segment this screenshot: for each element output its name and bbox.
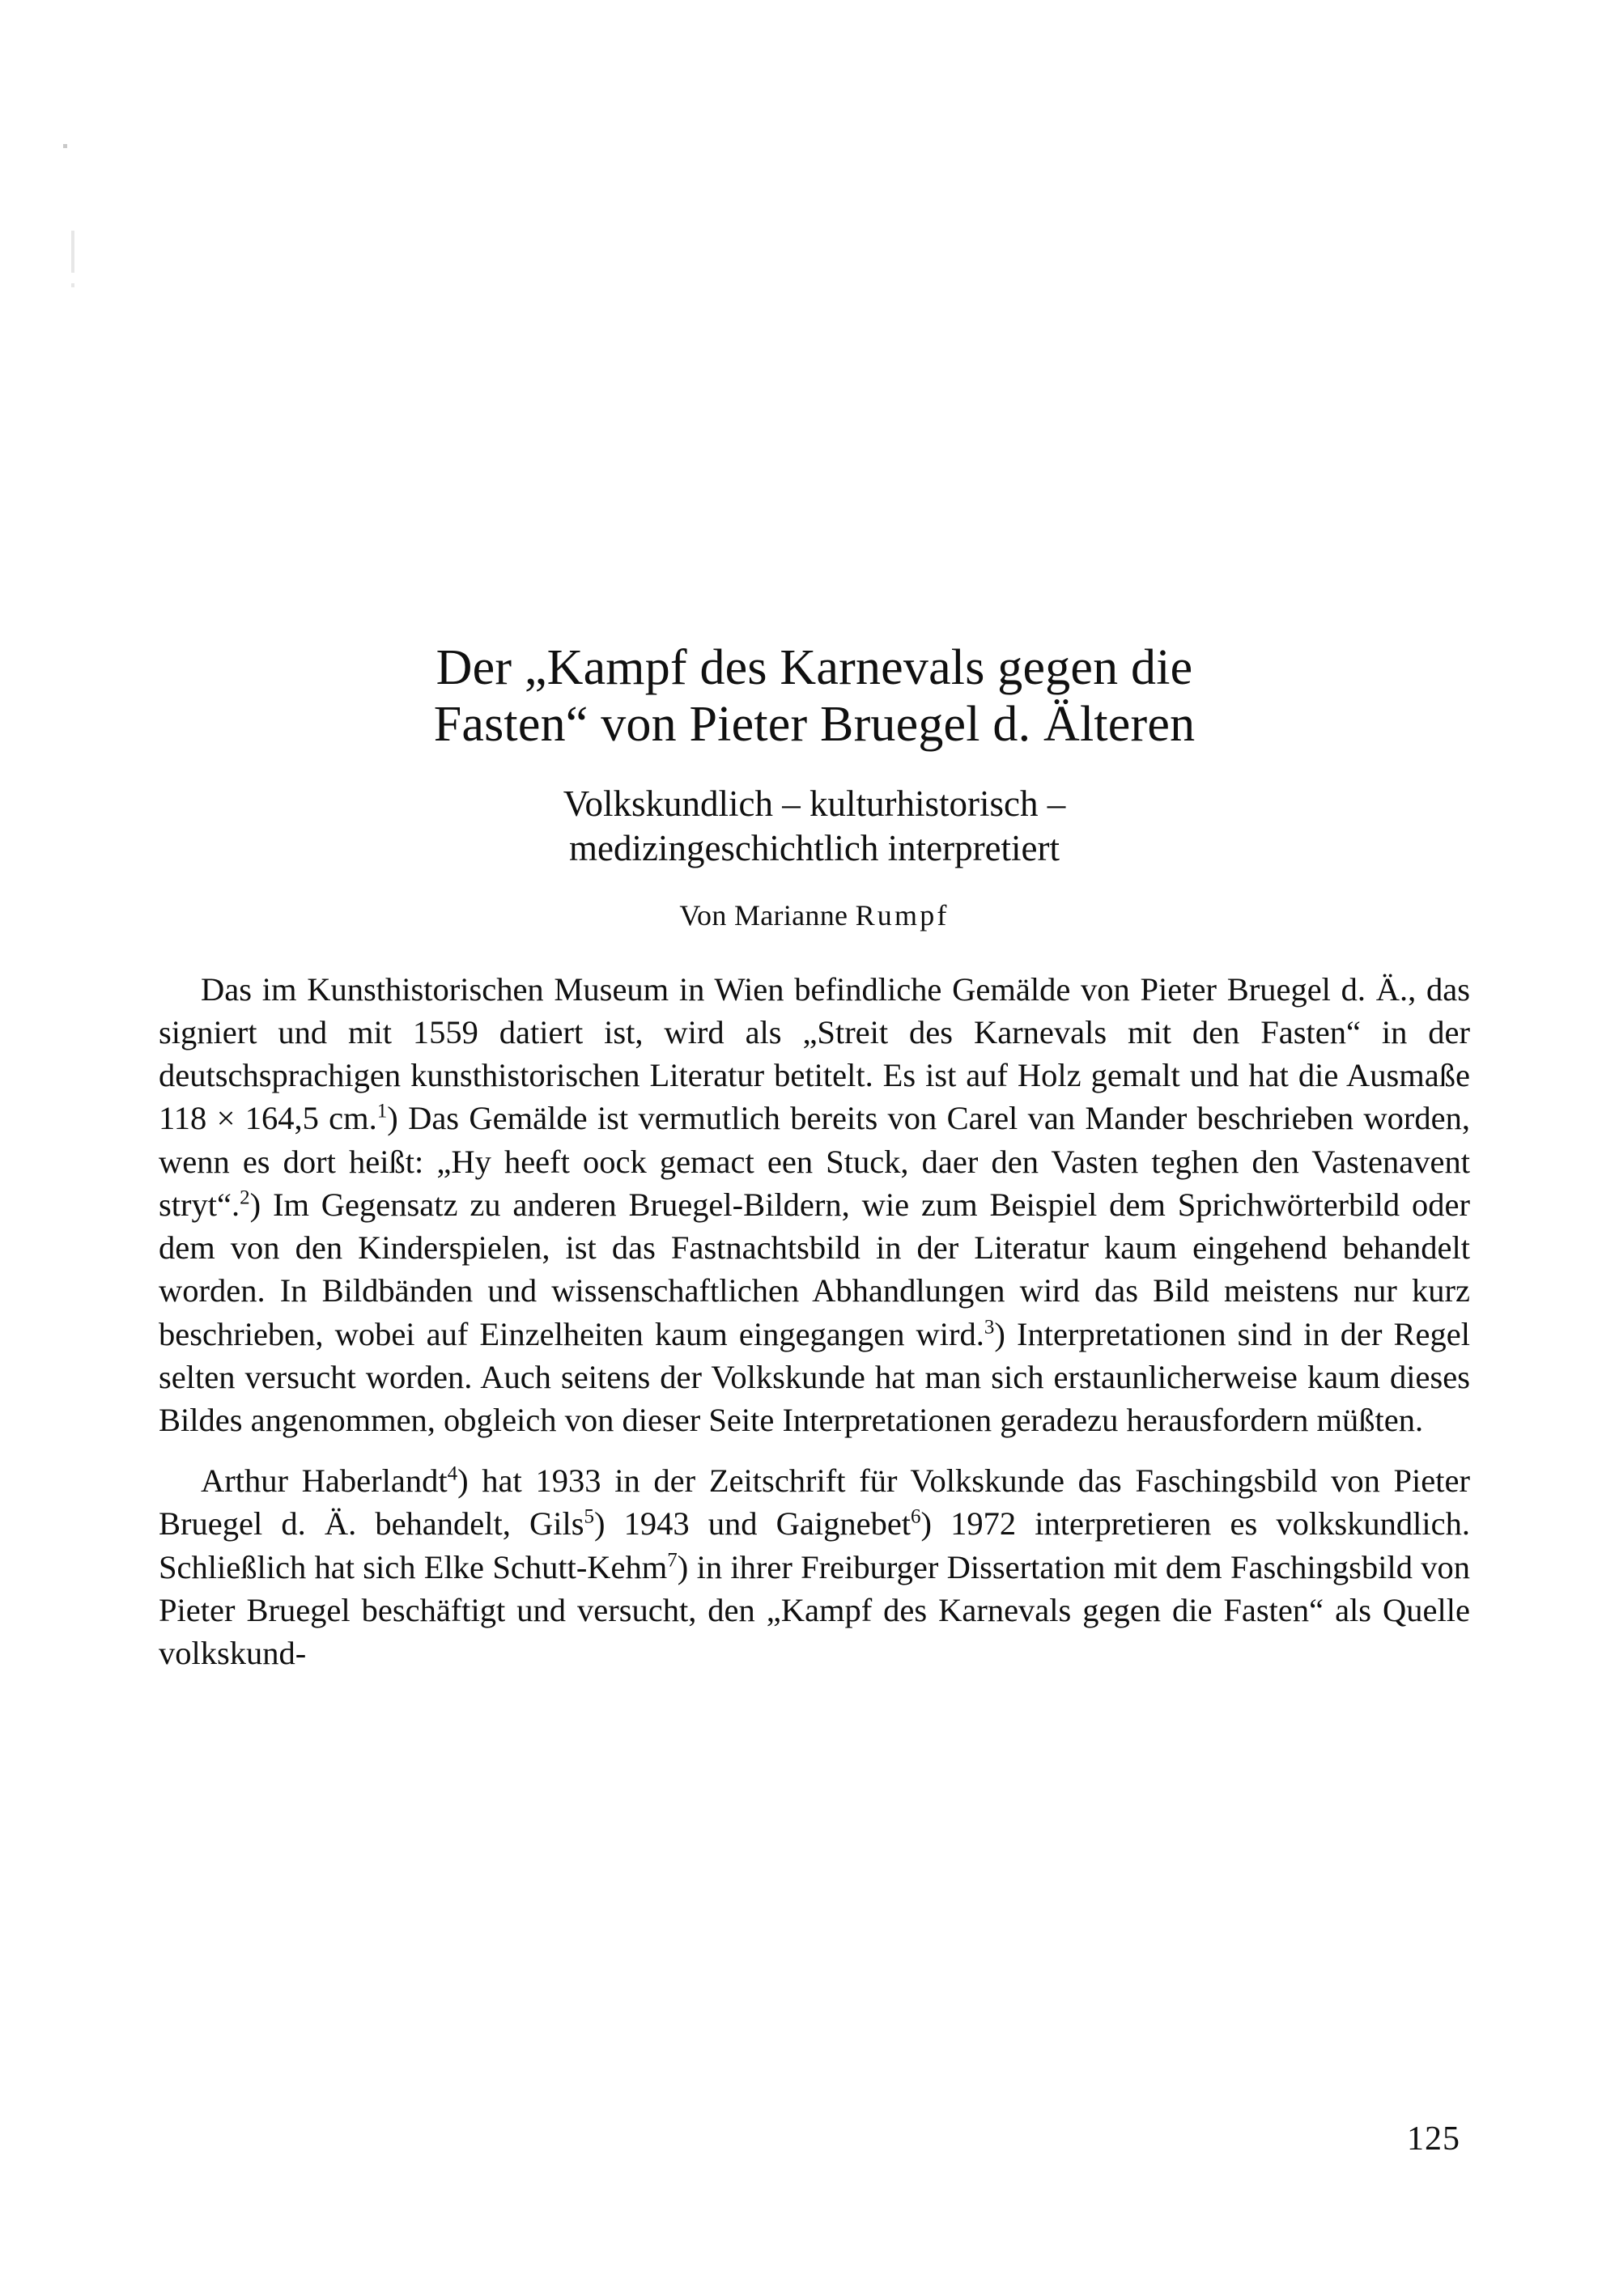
byline-prefix: Von Marianne	[679, 898, 856, 932]
footnote-marker[interactable]: 2	[240, 1186, 250, 1209]
footnote-marker[interactable]: 6	[911, 1505, 921, 1528]
footnote-marker[interactable]: 3	[984, 1316, 995, 1338]
footnote-marker[interactable]: 5	[584, 1505, 595, 1528]
footnote-marker[interactable]: 7	[667, 1549, 678, 1572]
article-subtitle	[159, 782, 1470, 871]
scan-artifact-dot	[63, 144, 67, 148]
article-body	[159, 968, 1470, 1674]
article-content	[159, 639, 1470, 1674]
byline-author: Rumpf	[855, 898, 950, 932]
subtitle-line-2: medizingeschichtlich interpretiert	[568, 827, 1060, 868]
page-number: 125	[1407, 2120, 1460, 2158]
scan-artifact-dot-lower	[71, 283, 74, 287]
page-title	[159, 639, 1470, 753]
paragraph-1: Das im Kunsthistorischen Museum in Wien befindliche Gemälde von Pieter Bruegel d. Ä., das signiert und mit 1559 datiert ist, wird als „Streit des Karnevals mit den Fasten“ in der deutschsprachigen kunsthistorischen Literatur betitelt. Es ist auf Holz gemalt und hat die Ausmaße 118 × 164,5 cm.$^1$) Das Gemälde ist vermutlich bereits von Carel van Mander beschrieben worden, wenn es dort heißt: „Hy heeft oock gemact een Stuck, daer den Vasten teghen den Vastenavent stryt“.$^2$) Im Gegensatz zu anderen Bruegel-Bildern, wie zum Beispiel dem Sprichwörterbild oder dem von den Kinderspielen, ist das Fastnachtsbild in der Literatur kaum eingehend behandelt worden. In Bildbänden und wissenschaftlichen Abhandlungen wird das Bild meistens nur kurz beschrieben, wobei auf Einzelheiten kaum eingegangen wird.$^3$) Interpretationen sind in der Regel selten versucht worden. Auch seitens der Volkskunde hat man sich erstaunlicherweise kaum dieses Bildes angenommen, obgleich von dieser Seite Interpretationen geradezu herausfordern müßten.	[159, 970, 1470, 1438]
title-line-2: Fasten“ von Pieter Bruegel d. Älteren	[433, 697, 1196, 753]
scan-artifact-line	[71, 231, 74, 273]
footnote-marker[interactable]: 1	[376, 1100, 388, 1123]
title-line-1: Der „Kampf des Karnevals gegen die	[436, 640, 1193, 695]
article-byline	[159, 898, 1470, 932]
paragraph-2: Arthur Haberlandt$^4$) hat 1933 in der Zeitschrift für Volkskunde das Faschingsbild von Pieter Bruegel d. Ä. behandelt, Gils$^5$) 1943 und Gaignebet$^6$) 1972 interpretieren es volkskundlich. Schließlich hat sich Elke Schutt-Kehm$^7$) in ihrer Freiburger Dissertation mit dem Faschingsbild von Pieter Bruegel beschäftigt und versucht, den „Kampf des Karnevals gegen die Fasten“ als Quelle volkskund-	[159, 1462, 1470, 1671]
footnote-marker[interactable]: 4	[447, 1462, 458, 1485]
subtitle-line-1: Volkskundlich – kulturhistorisch –	[563, 783, 1066, 825]
